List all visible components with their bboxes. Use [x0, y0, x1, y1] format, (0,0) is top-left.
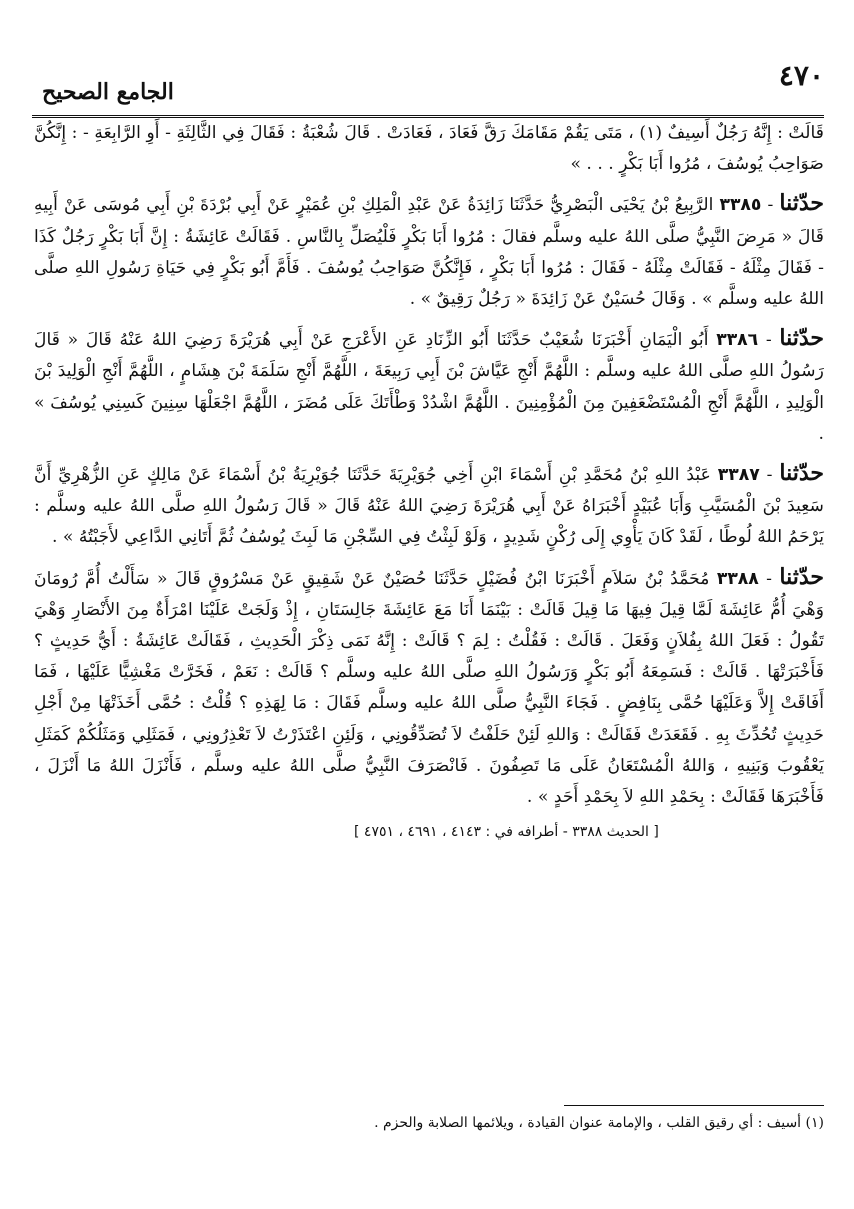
footnote-divider	[564, 1105, 824, 1106]
hadith-number: ٣٣٨٨	[716, 568, 759, 589]
hadith-text: مُحَمَّدُ بْنُ سَلاَمٍ أَخْبَرَنَا ابْنُ فُضَيْلٍ حَدَّثَنَا حُصَيْنٌ عَنْ شَقِيقٍ عَنْ مَسْرُوقٍ قَالَ « سَأَلْتُ أُمَّ رُومَانَ وَهْيَ أُمُّ عَائِشَةَ لَمَّا قِيلَ فِيهَا مَا قِيلَ قَالَتْ : بَيْنَمَا أَنَا مَعَ عَائِشَةَ جَالِسَتَانِ ، إِذْ وَلَجَتْ عَلَيْنَا امْرَأَةٌ مِنَ الأَنْصَارِ وَهْيَ تَقُولُ : فَعَلَ اللهُ بِفُلاَنٍ وَفَعَلَ . قَالَتْ : فَقُلْتُ : لِمَ ؟ قَالَتْ : إِنَّهُ نَمَى ذِكْرَ الْحَدِيثِ ، فَقَالَتْ عَائِشَةُ : أَيُّ حَدِيثٍ ؟ فَأَخْبَرَتْهَا . قَالَتْ : فَسَمِعَهُ أَبُو بَكْرٍ وَرَسُولُ اللهِ صلَّى اللهُ عليه وسلَّم ؟ قَالَتْ : نَعَمْ ، فَخَرَّتْ مَغْشِيًّا عَلَيْهَا ، فَمَا أَفَاقَتْ إِلاَّ وَعَلَيْهَا حُمَّى بِنَافِضٍ . فَجَاءَ النَّبِيُّ صلَّى اللهُ عليه وسلَّم فَقَالَ : مَا لِهَذِهِ ؟ قُلْتُ : حُمَّى أَخَذَتْهَا مِنْ أَجْلِ حَدِيثٍ تُحُدِّثَ بِهِ . فَقَعَدَتْ فَقَالَتْ : وَاللهِ لَئِنْ حَلَفْتُ لاَ تُصَدِّقُونِي ، وَلَئِنِ اعْتَذَرْتُ لاَ تَعْذِرُونِي ، فَمَثَلِي وَمَثَلُكُمْ كَمَثَلِ يَعْقُوبَ وَبَنِيهِ ، وَاللهُ الْمُسْتَعَانُ عَلَى مَا تَصِفُونَ . فَانْصَرَفَ النَّبِيُّ صلَّى اللهُ عليه وسلَّم ، فَأَنْزَلَ اللهُ مَا أَنْزَلَ ، فَأَخْبَرَهَا فَقَالَتْ : بِحَمْدِ اللهِ لاَ بِحَمْدِ أَحَدٍ » .	[34, 568, 824, 808]
hadith-opening-word: حدّثنا	[779, 563, 824, 590]
running-title: الجامع الصحيح	[42, 79, 174, 105]
hadith-3386: حدّثنا - ٣٣٨٦ أَبُو الْيَمَانِ أَخْبَرَنَا شُعَيْبٌ حَدَّثَنَا أَبُو الزِّنَادِ عَنِ الأَعْرَجِ عَنْ أَبِي هُرَيْرَةَ رَضِيَ اللهُ عَنْهُ قَالَ « قَالَ رَسُولُ اللهِ صلَّى اللهُ عليه وسلَّم : اللَّهُمَّ أَنْجِ عَيَّاشَ بْنَ أَبِي رَبِيعَةَ ، اللَّهُمَّ أَنْجِ سَلَمَةَ بْنَ هِشَامٍ ، اللَّهُمَّ أَنْجِ الْوَلِيدَ بْنَ الْوَلِيدِ ، اللَّهُمَّ أَنْجِ الْمُسْتَضْعَفِينَ مِنَ الْمُؤْمِنِينَ . اللَّهُمَّ اشْدُدْ وَطْأَتَكَ عَلَى مُضَرَ ، اللَّهُمَّ اجْعَلْهَا سِنِينَ كَسِنِي يُوسُفَ » .	[34, 325, 824, 444]
hadith-3388: حدّثنا - ٣٣٨٨ مُحَمَّدُ بْنُ سَلاَمٍ أَخْبَرَنَا ابْنُ فُضَيْلٍ حَدَّثَنَا حُصَيْنٌ عَنْ شَقِيقٍ عَنْ مَسْرُوقٍ قَالَ « سَأَلْتُ أُمَّ رُومَانَ وَهْيَ أُمُّ عَائِشَةَ لَمَّا قِيلَ فِيهَا مَا قِيلَ قَالَتْ : بَيْنَمَا أَنَا مَعَ عَائِشَةَ جَالِسَتَانِ ، إِذْ وَلَجَتْ عَلَيْنَا امْرَأَةٌ مِنَ الأَنْصَارِ وَهْيَ تَقُولُ : فَعَلَ اللهُ بِفُلاَنٍ وَفَعَلَ . قَالَتْ : فَقُلْتُ : لِمَ ؟ قَالَتْ : إِنَّهُ نَمَى ذِكْرَ الْحَدِيثِ ، فَقَالَتْ عَائِشَةُ : أَيُّ حَدِيثٍ ؟ فَأَخْبَرَتْهَا . قَالَتْ : فَسَمِعَهُ أَبُو بَكْرٍ وَرَسُولُ اللهِ صلَّى اللهُ عليه وسلَّم ؟ قَالَتْ : نَعَمْ ، فَخَرَّتْ مَغْشِيًّا عَلَيْهَا ، فَمَا أَفَاقَتْ إِلاَّ وَعَلَيْهَا حُمَّى بِنَافِضٍ . فَجَاءَ النَّبِيُّ صلَّى اللهُ عليه وسلَّم فَقَالَ : مَا لِهَذِهِ ؟ قُلْتُ : حُمَّى أَخَذَتْهَا مِنْ أَجْلِ حَدِيثٍ تُحُدِّثَ بِهِ . فَقَعَدَتْ فَقَالَتْ : وَاللهِ لَئِنْ حَلَفْتُ لاَ تُصَدِّقُونِي ، وَلَئِنِ اعْتَذَرْتُ لاَ تَعْذِرُونِي ، فَمَثَلِي وَمَثَلُكُمْ كَمَثَلِ يَعْقُوبَ وَبَنِيهِ ، وَاللهُ الْمُسْتَعَانُ عَلَى مَا تَصِفُونَ . فَانْصَرَفَ النَّبِيُّ صلَّى اللهُ عليه وسلَّم ، فَأَنْزَلَ اللهُ مَا أَنْزَلَ ، فَأَخْبَرَهَا فَقَالَتْ : بِحَمْدِ اللهِ لاَ بِحَمْدِ أَحَدٍ » .	[34, 563, 824, 808]
hadith-number: ٣٣٨٧	[717, 465, 760, 486]
hadith-3387: حدّثنا - ٣٣٨٧ عَبْدُ اللهِ بْنُ مُحَمَّدِ بْنِ أَسْمَاءَ ابْنِ أَخِي جُوَيْرِيَةَ حَدَّثَنَا جُوَيْرِيَةُ بْنُ أَسْمَاءَ عَنْ مَالِكٍ عَنِ الزُّهْرِيِّ أَنَّ سَعِيدَ بْنَ الْمُسَيَّبِ وَأَبَا عُبَيْدٍ أَخْبَرَاهُ عَنْ أَبِي هُرَيْرَةَ رَضِيَ اللهُ عَنْهُ قَالَ « قَالَ رَسُولُ اللهِ صلَّى اللهُ عليه وسلَّم : يَرْحَمُ اللهُ لُوطًا ، لَقَدْ كَانَ يَأْوِي إِلَى رُكْنٍ شَدِيدٍ ، وَلَوْ لَبِثْتُ فِي السِّجْنِ مَا لَبِثَ يُوسُفُ ثُمَّ أَتَانِي الدَّاعِي لأَجَبْتُهُ » .	[34, 460, 825, 548]
hadith-opening-word: حدّثنا	[779, 460, 825, 487]
hadith-text: عَبْدُ اللهِ بْنُ مُحَمَّدِ بْنِ أَسْمَاءَ ابْنِ أَخِي جُوَيْرِيَةَ حَدَّثَنَا جُوَيْرِيَةُ بْنُ أَسْمَاءَ عَنْ مَالِكٍ عَنِ الزُّهْرِيِّ أَنَّ سَعِيدَ بْنَ الْمُسَيَّبِ وَأَبَا عُبَيْدٍ أَخْبَرَاهُ عَنْ أَبِي هُرَيْرَةَ رَضِيَ اللهُ عَنْهُ قَالَ « قَالَ رَسُولُ اللهِ صلَّى اللهُ عليه وسلَّم : يَرْحَمُ اللهُ لُوطًا ، لَقَدْ كَانَ يَأْوِي إِلَى رُكْنٍ شَدِيدٍ ، وَلَوْ لَبِثْتُ فِي السِّجْنِ مَا لَبِثَ يُوسُفُ ثُمَّ أَتَانِي الدَّاعِي لأَجَبْتُهُ » .	[34, 465, 824, 548]
hadith-opening-word: حدّثنا	[779, 325, 824, 352]
hadith-text: أَبُو الْيَمَانِ أَخْبَرَنَا شُعَيْبٌ حَدَّثَنَا أَبُو الزِّنَادِ عَنِ الأَعْرَجِ عَنْ أَبِي هُرَيْرَةَ رَضِيَ اللهُ عَنْهُ قَالَ « قَالَ رَسُولُ اللهِ صلَّى اللهُ عليه وسلَّم : اللَّهُمَّ أَنْجِ عَيَّاشَ بْنَ أَبِي رَبِيعَةَ ، اللَّهُمَّ أَنْجِ سَلَمَةَ بْنَ هِشَامٍ ، اللَّهُمَّ أَنْجِ الْوَلِيدَ بْنَ الْوَلِيدِ ، اللَّهُمَّ أَنْجِ الْمُسْتَضْعَفِينَ مِنَ الْمُؤْمِنِينَ . اللَّهُمَّ اشْدُدْ وَطْأَتَكَ عَلَى مُضَرَ ، اللَّهُمَّ اجْعَلْهَا سِنِينَ كَسِنِي يُوسُفَ » .	[34, 330, 824, 444]
hadith-number: ٣٣٨٥	[719, 195, 762, 216]
main-text	[34, 118, 824, 848]
hadith-opening-word: حدّثنا	[779, 190, 824, 217]
hadith-text: الرَّبِيعُ بْنُ يَحْيَى الْبَصْرِيُّ حَدَّثَنَا زَائِدَةُ عَنْ عَبْدِ الْمَلِكِ بْنِ عُمَيْرٍ عَنْ أَبِي بُرْدَةَ بْنِ أَبِي مُوسَى عَنْ أَبِيهِ قَالَ « مَرِضَ النَّبِيُّ صلَّى اللهُ عليه وسلَّم فقالَ : مُرُوا أَبَا بَكْرٍ فَلْيُصَلِّ بِالنَّاسِ . فَقَالَتْ عَائِشَةُ : إِنَّ أَبَا بَكْرٍ رَجُلٌ كَذَا - فَقَالَ مِثْلَهُ - فَقَالَتْ مِثْلَهُ - فَقَالَ : مُرُوا أَبَا بَكْرٍ ، فَإِنَّكُنَّ صَوَاحِبُ يُوسُفَ . فَأَمَّ أَبُو بَكْرٍ فِي حَيَاةِ رَسُولِ اللهِ صلَّى اللهُ عليه وسلَّم » . وَقَالَ حُسَيْنٌ عَنْ زَائِدَةَ « رَجُلٌ رَقِيقٌ » .	[34, 195, 824, 310]
hadith-number: ٣٣٨٦	[716, 330, 759, 351]
hadith-cross-references: [ الحديث ٣٣٨٨ - أطرافه في : ٤١٤٣ ، ٤٦٩١ ، ٤٧٥١ ]	[354, 824, 659, 841]
continuation-paragraph: قَالَتْ : إِنَّهُ رَجُلٌ أَسِيفٌ (١) ، مَتَى يَقُمْ مَقَامَكَ رَقَّ فَعَادَ ، فَعَادَتْ . قَالَ شُعْبَةُ : فَقَالَ فِي الثَّالِثَةِ - أَوِ الرَّابِعَةِ - : إِنَّكُنَّ صَوَاحِبُ يُوسُفَ ، مُرُوا أَبَا بَكْرٍ . . . »	[34, 123, 824, 175]
page-header	[32, 55, 824, 118]
page-number: ٤٧٠	[778, 59, 824, 92]
footnote: (١) أسيف : أي رقيق القلب ، والإمامة عنوان القيادة ، ويلائمها الصلابة والحزم .	[374, 1115, 824, 1131]
hadith-3385: حدّثنا - ٣٣٨٥ الرَّبِيعُ بْنُ يَحْيَى الْبَصْرِيُّ حَدَّثَنَا زَائِدَةُ عَنْ عَبْدِ الْمَلِكِ بْنِ عُمَيْرٍ عَنْ أَبِي بُرْدَةَ بْنِ أَبِي مُوسَى عَنْ أَبِيهِ قَالَ « مَرِضَ النَّبِيُّ صلَّى اللهُ عليه وسلَّم فقالَ : مُرُوا أَبَا بَكْرٍ فَلْيُصَلِّ بِالنَّاسِ . فَقَالَتْ عَائِشَةُ : إِنَّ أَبَا بَكْرٍ رَجُلٌ كَذَا - فَقَالَ مِثْلَهُ - فَقَالَتْ مِثْلَهُ - فَقَالَ : مُرُوا أَبَا بَكْرٍ ، فَإِنَّكُنَّ صَوَاحِبُ يُوسُفَ . فَأَمَّ أَبُو بَكْرٍ فِي حَيَاةِ رَسُولِ اللهِ صلَّى اللهُ عليه وسلَّم » . وَقَالَ حُسَيْنٌ عَنْ زَائِدَةَ « رَجُلٌ رَقِيقٌ » .	[34, 190, 824, 310]
